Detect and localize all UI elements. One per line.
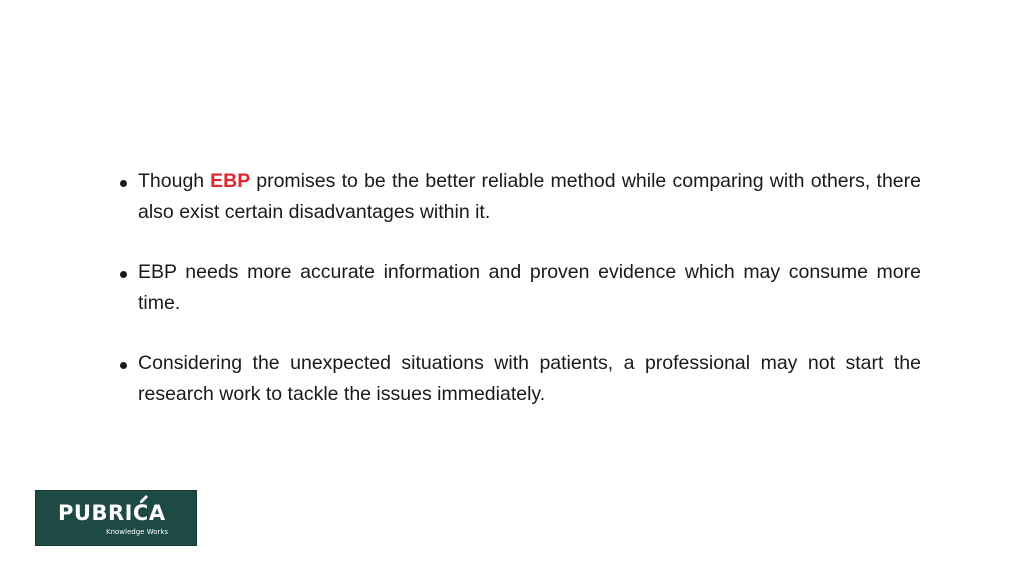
ebp-highlight: EBP [210, 170, 251, 192]
bullet-dot-icon [120, 362, 127, 369]
bullet-item-3 [118, 348, 921, 410]
bullet-list [118, 166, 921, 439]
bullet-item-2 [118, 257, 921, 319]
bullet-1-rest-text: promises to be the better reliable method while comparing with others, there also exist certain disadvantages within it. [138, 170, 921, 223]
bullet-1-lead-text: Though [138, 170, 205, 192]
bullet-2-text: EBP needs more accurate information and proven evidence which may consume more time. [138, 261, 921, 314]
bullet-item-1 [118, 166, 921, 228]
pubrica-logo [35, 490, 197, 546]
bullet-dot-icon [120, 271, 127, 278]
bullet-dot-icon [120, 180, 127, 187]
bullet-3-text: Considering the unexpected situations with patients, a professional may not start the research work to tackle the issues immediately. [138, 352, 921, 405]
logo-tagline: Knowledge Works [106, 528, 169, 536]
logo-wordmark: PUBRICA [58, 501, 166, 525]
